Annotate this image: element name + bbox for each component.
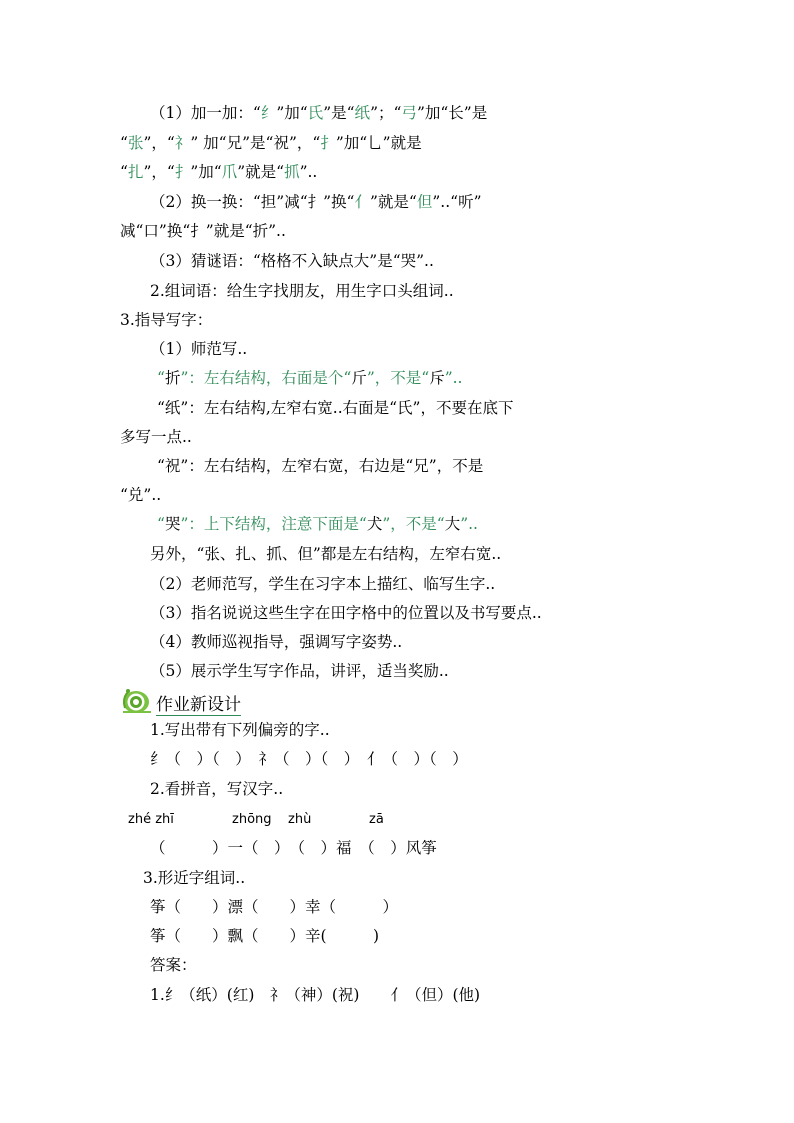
line-add-method-2: “张”，“礻” 加“兄”是“祝”，“扌”加“乚”就是: [120, 134, 422, 152]
line-swap-method: （2）换一换：“担”减“扌”换“亻”就是“但”..“听”: [150, 193, 482, 211]
pinyin-zhezhi: zhé zhī: [128, 812, 174, 827]
line-char-zhu-2: “兑”..: [120, 486, 162, 504]
line-step-5: （5）展示学生写字作品，讲评，适当奖励..: [150, 662, 449, 680]
hw-q3: 3.形近字组词..: [143, 869, 246, 887]
snail-icon: [120, 686, 154, 714]
line-step-2: （2）老师范写，学生在习字本上描红、临写生字..: [150, 575, 496, 593]
answers-label: 答案：: [150, 956, 197, 974]
hw-q3-row-2: 筝（ ）飘（ ）辛( ): [150, 927, 380, 945]
hw-q3-row-1: 筝（ ）漂（ ）幸（ ）: [150, 898, 399, 916]
line-char-zhi: “纸”：左右结构,左窄右宽..右面是“氏”，不要在底下: [157, 399, 514, 417]
line-add-method: （1）加一加：“纟”加“氏”是“纸”；“弓”加“长”是: [150, 104, 488, 122]
line-riddle: （3）猜谜语：“格格不入缺点大”是“哭”..: [150, 252, 434, 270]
line-writing-guide: 3.指导写字：: [120, 311, 213, 329]
line-step-4: （4）教师巡视指导，强调写字姿势..: [150, 633, 403, 651]
section-heading-text: 作业新设计: [156, 690, 241, 716]
line-char-zhu: “祝”：左右结构，左窄右宽，右边是“兄”，不是: [157, 457, 484, 475]
pinyin-zhong: zhōng: [232, 812, 272, 827]
line-teacher-demo: （1）师范写..: [150, 340, 248, 358]
line-additionally: 另外，“张、扎、抓、但”都是左右结构，左窄右宽..: [150, 545, 502, 563]
pinyin-zhu: zhù: [288, 812, 312, 827]
hw-q2-blanks: （ ）一（ ） （ ）福 （ ）风筝: [150, 839, 437, 857]
pinyin-za: zā: [369, 812, 384, 827]
answer-1: 1.纟（纸）(红) 礻（神）(祝) 亻（但）(他): [150, 986, 481, 1004]
line-step-3: （3）指名说说这些生字在田字格中的位置以及书写要点..: [150, 604, 542, 622]
line-char-ku: “哭”：上下结构，注意下面是“犬”，不是“大”..: [157, 515, 478, 533]
line-char-zhi-2: 多写一点..: [120, 428, 192, 446]
hw-q1-blanks: 纟（ ）（ ） 礻（ ）（ ） 亻（ ）（ ）: [150, 750, 468, 768]
line-char-zhe: “折”：左右结构，右面是个“斤”，不是“斥”..: [157, 369, 463, 387]
line-add-method-3: “扎”，“扌”加“爪”就是“抓”..: [120, 163, 318, 181]
line-swap-method-2: 减“口”换“扌”就是“折”..: [120, 222, 286, 240]
hw-q1: 1.写出带有下列偏旁的字..: [150, 721, 330, 739]
line-word-groups: 2.组词语：给生字找朋友，用生字口头组词..: [150, 282, 454, 300]
hw-q2: 2.看拼音，写汉字..: [150, 780, 284, 798]
